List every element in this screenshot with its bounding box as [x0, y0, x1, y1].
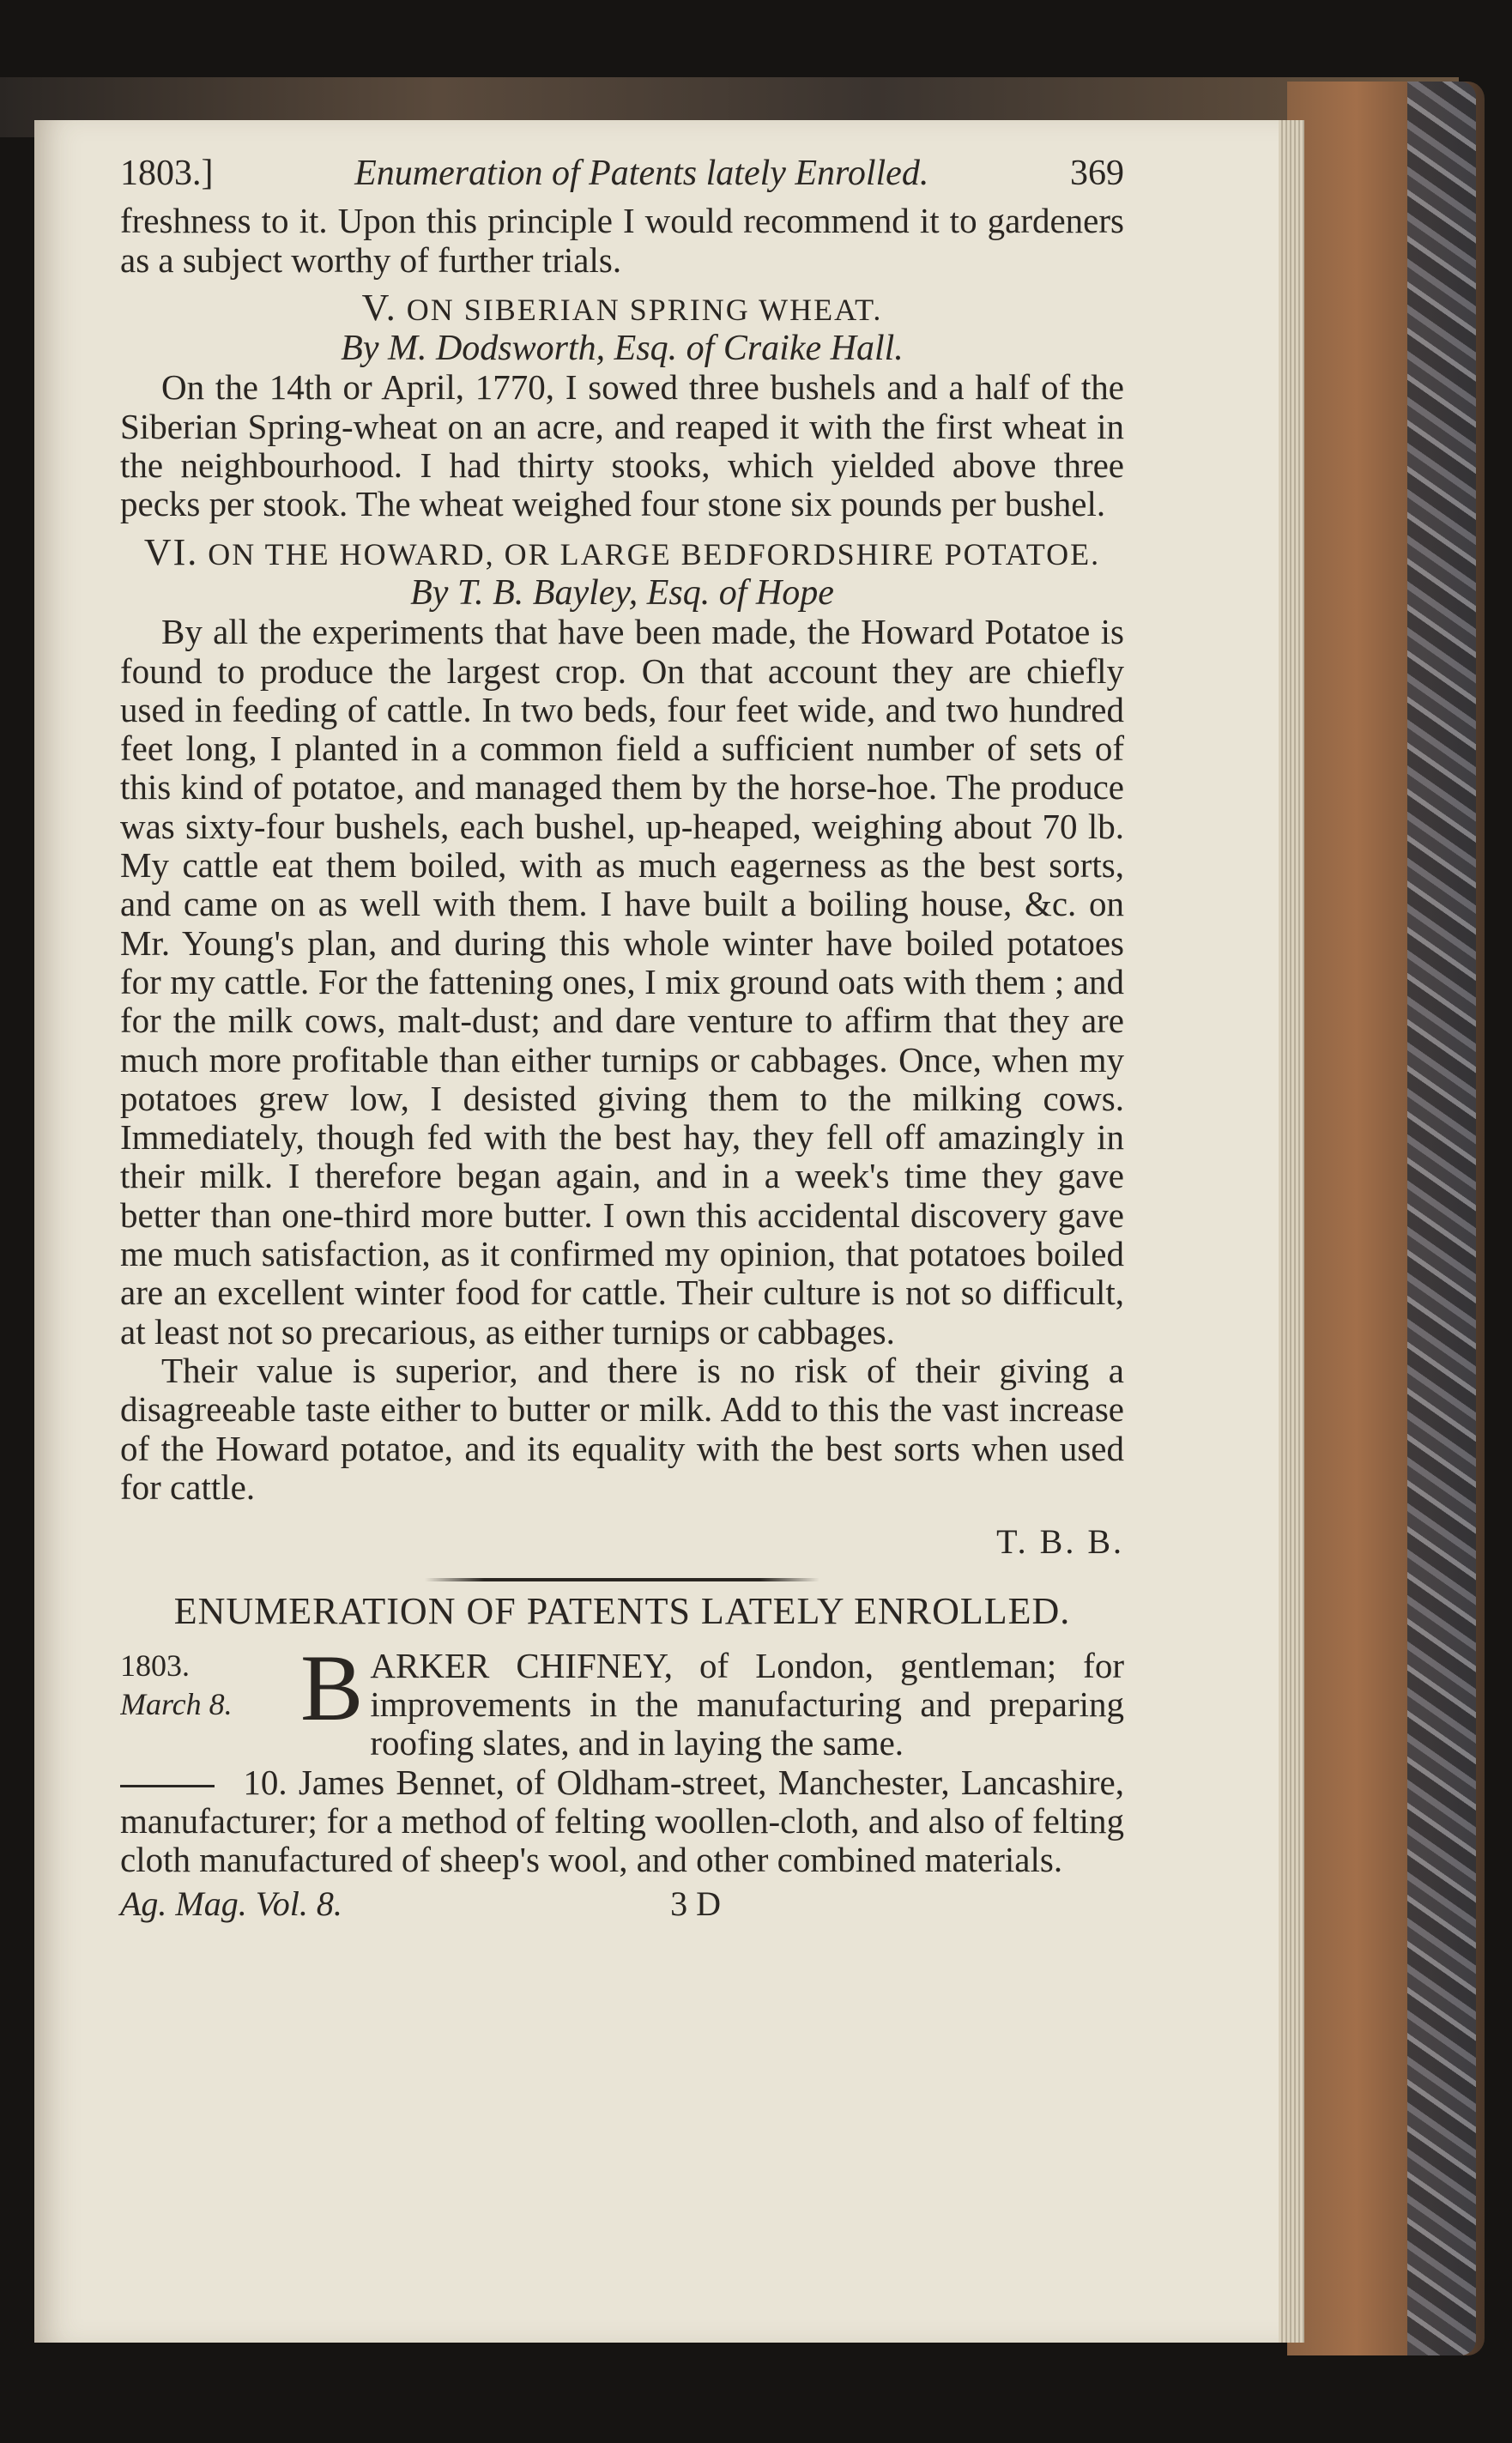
patent-entry-2 — [120, 1763, 1124, 1880]
section-6-body-continued: Their value is superior, and there is no risk of their giving a disagreeable taste either to butter or milk. Add to this the vast increase of the Howard potatoe, and its equality with the best sorts when used for cattle. — [120, 1350, 1124, 1507]
signature-mark: Ag. Mag. Vol. 8. — [120, 1884, 342, 1924]
patent-entry-1-day: March 8. — [120, 1686, 233, 1721]
section-6-body: By all the experiments that have been made, the Howard Potatoe is found to produce the largest crop. On that account they are chiefly used in feeding of cattle. In two beds, four feet wide, and two hundred feet long, I planted in a common field a sufficient number of sets of this kind of potatoe, and managed them by the horse-hoe. The produce was sixty-four bushels, each bushel, up-heaped, weighing about 70 lb. My cattle eat them boiled, with as much eagerness as the best sorts, and came on as well with them. I have built a boiling house, &c. on Mr. Young's plan, and during this whole winter have boiled potatoes for my cattle. For the fattening ones, I mix ground oats with them ; and for the milk cows, malt-dust; and dare venture to affirm that they are much more profitable than either turnips or cabbages. Once, when my potatoes grew low, I desisted giving them to the milking cows. Immediately, though fed with the best hay, they fell off amazingly in their milk. I therefore began again, and in a week's time they gave better than one-third more butter. I own this accidental discovery gave me much satisfaction, as it confirmed my opinion, that potatoes boiled are an excellent winter food for cattle. Their culture is not so difficult, at least not so precarious, as either turnips or cabbages. — [120, 612, 1124, 1352]
divider-rule — [425, 1578, 820, 1581]
patent-entry-1-year: 1803. — [120, 1648, 190, 1683]
sheet-mark: 3 D — [670, 1884, 721, 1924]
drop-cap: B — [300, 1646, 364, 1740]
section-6-title: ON THE HOWARD, OR LARGE BEDFORDSHIRE POTATOE. — [208, 536, 1101, 571]
section-5-byline: By M. Dodsworth, Esq. of Craike Hall. — [341, 329, 904, 369]
section-5-title: ON SIBERIAN SPRING WHEAT. — [406, 292, 883, 327]
marbled-edge — [1407, 82, 1476, 2355]
running-head — [120, 154, 1124, 193]
section-5-numeral: V. — [361, 286, 397, 329]
section-6-signature: T. B. B. — [996, 1522, 1124, 1562]
patent-entry-1-text: ARKER CHIFNEY, of London, gentleman; for improvements in the manufacturing and preparing roofing slates, and in laying the same. — [370, 1646, 1124, 1763]
intro-paragraph: freshness to it. Upon this principle I would recommend it to gardeners as a subject worthy of further trials. — [120, 201, 1124, 280]
ditto-dash — [120, 1785, 215, 1787]
section-6-numeral: VI. — [143, 530, 199, 573]
patent-entry-1 — [120, 1647, 1124, 1763]
running-head-year: 1803.] — [120, 154, 214, 193]
section-6-byline: By T. B. Bayley, Esq. of Hope — [410, 572, 834, 613]
patent-entry-2-text: James Bennet, of Oldham-street, Manchester, Lancashire, manufacturer; for a method of felting woollen-cloth, and also of felting cloth manufactured of sheep's wool, and other combined materials. — [120, 1762, 1124, 1880]
section-5-body: On the 14th or April, 1770, I sowed three bushels and a half of the Siberian Spring-wheat on an acre, and reaped it with the first wheat in the neighbourhood. I had thirty stooks, which yielded above three pecks per stook. The wheat weighed four stone six pounds per bushel. — [120, 367, 1124, 524]
patent-entry-2-date: 10. — [243, 1762, 287, 1802]
patent-entry-1-date — [120, 1647, 300, 1725]
page-content — [120, 154, 1124, 1924]
enumeration-title: ENUMERATION OF PATENTS LATELY ENROLLED. — [173, 1590, 1071, 1633]
page-footer — [120, 1884, 721, 1923]
section-5-heading — [120, 288, 1124, 330]
page-number: 369 — [1069, 154, 1124, 193]
running-head-title: Enumeration of Patents lately Enrolled. — [354, 154, 929, 193]
section-6-heading — [120, 530, 1124, 574]
